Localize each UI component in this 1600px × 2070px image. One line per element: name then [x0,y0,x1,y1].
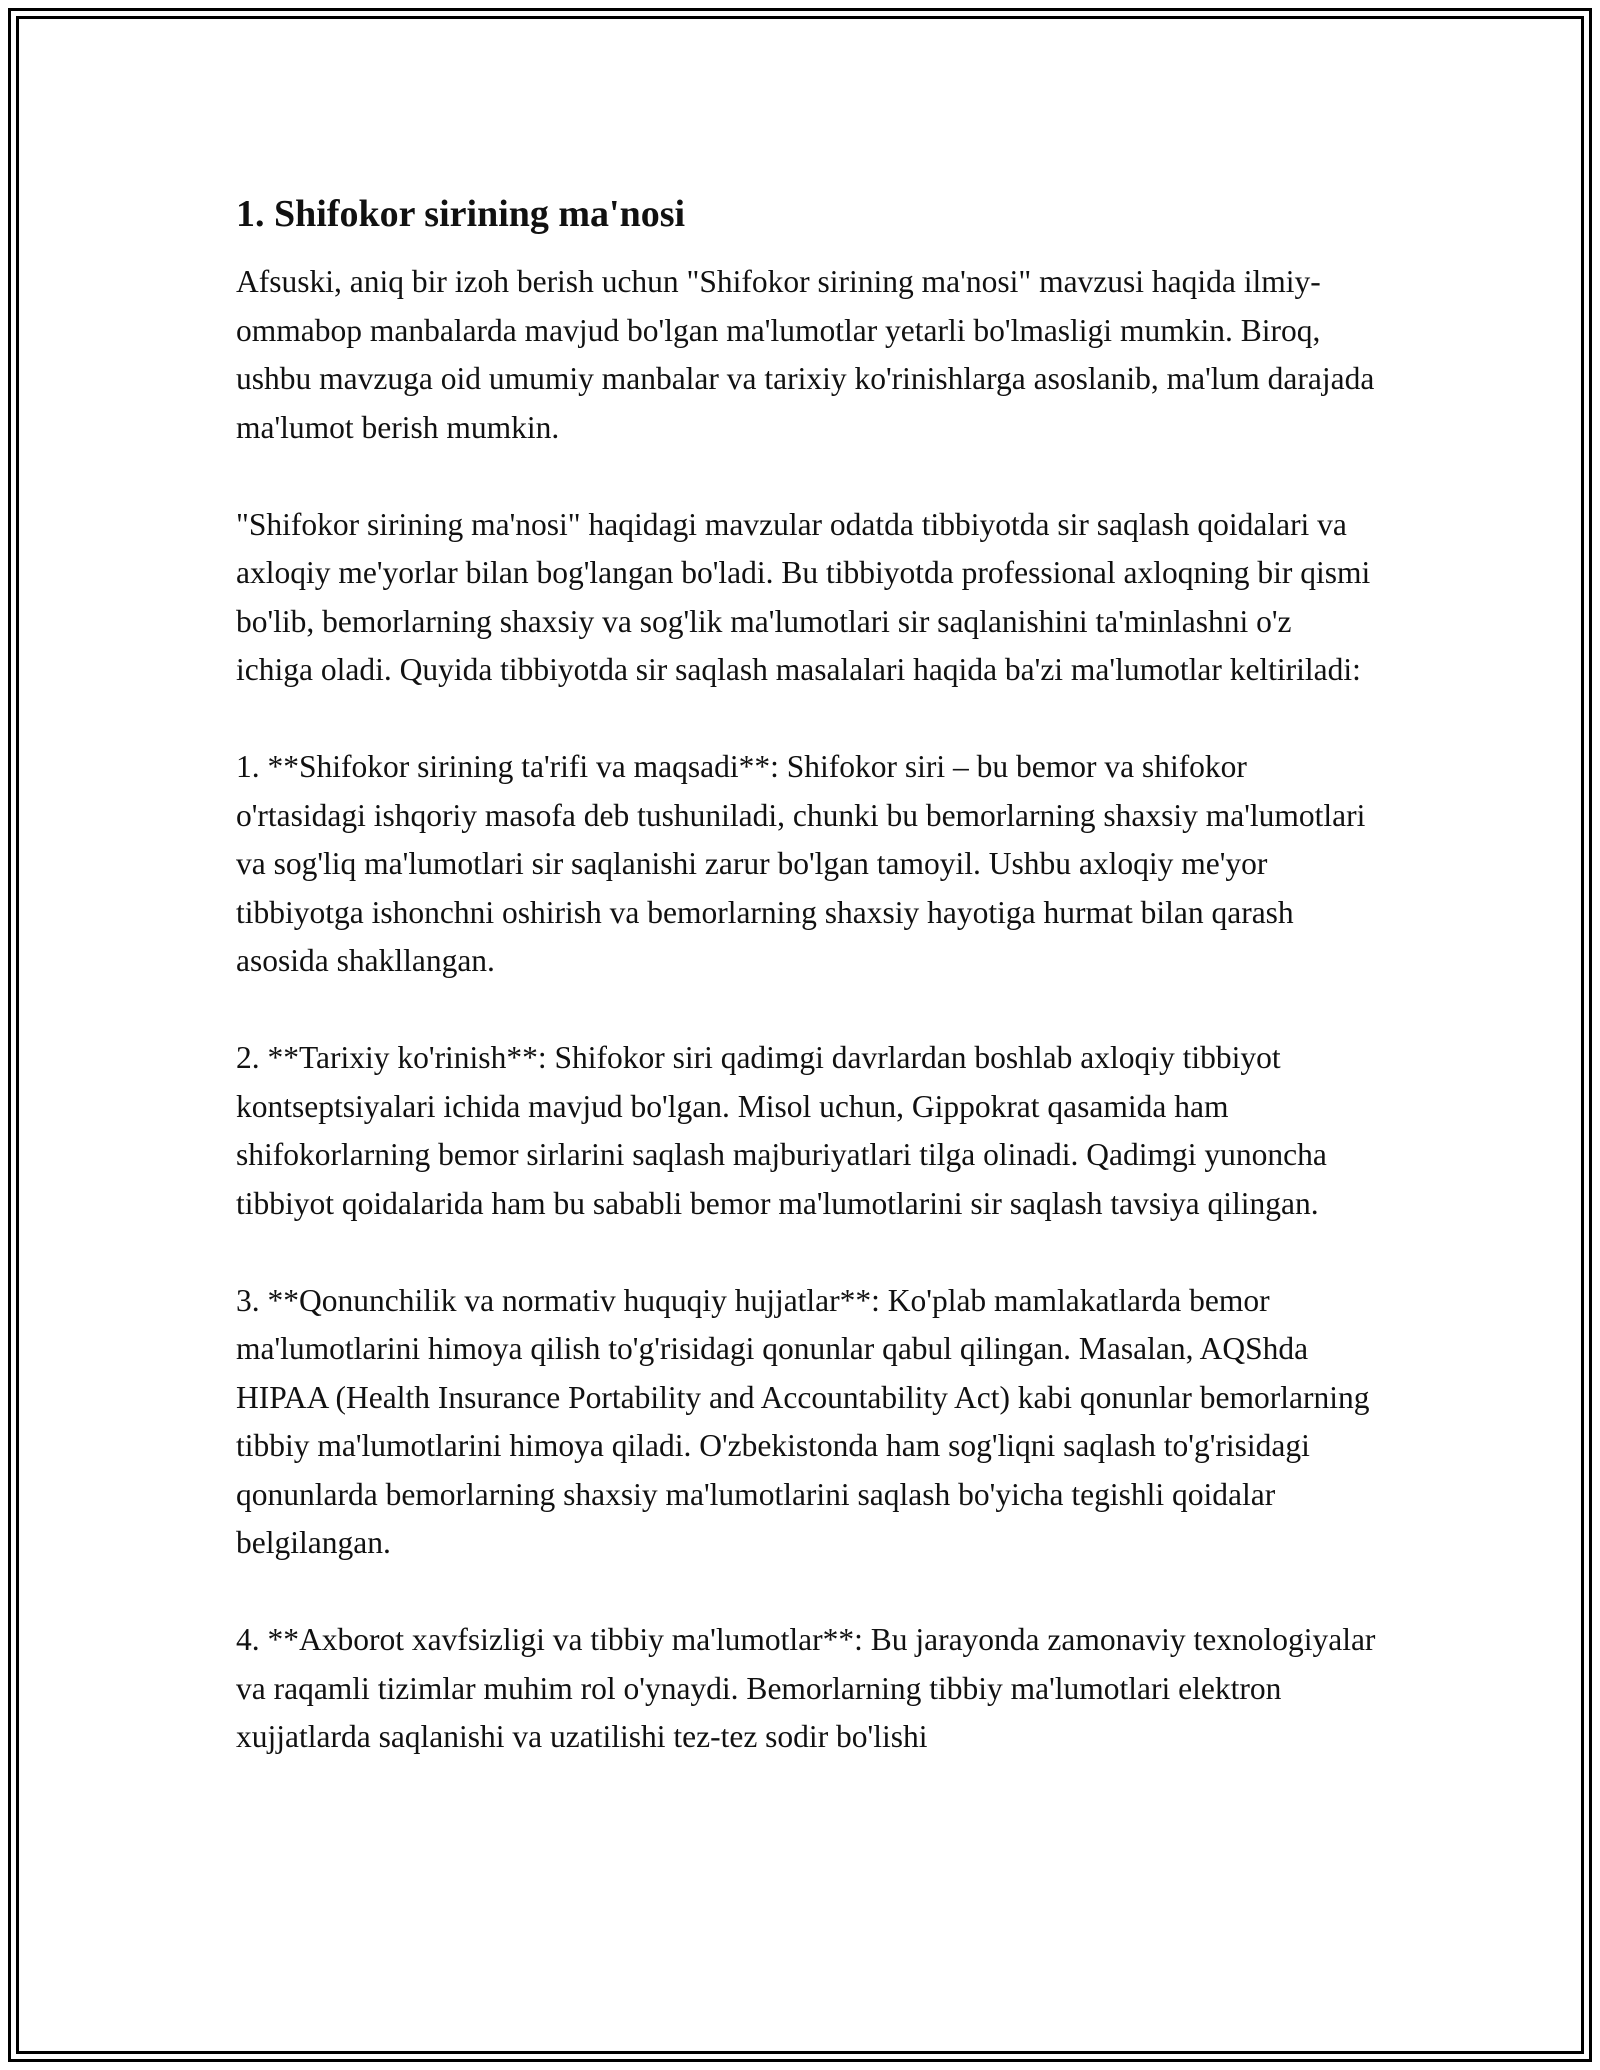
page-title: 1. Shifokor sirining ma'nosi [236,193,686,235]
list-item-definition: 1. **Shifokor sirining ta'rifi va maqsadi**: Shifokor siri – bu bemor va shifokor o'rtasidagi ishqoriy masofa deb tushuniladi, chunki bu bemorlarning shaxsiy ma'lumotlari va sog'liq ma'lumotlari sir saqlanishi zarur bo'lgan tamoyil. Ushbu axloqiy me'yor tibbiyotga ishonchni oshirish va bemorlarning shaxsiy hayotiga hurmat bilan qarash asosida shakllangan. [236,749,1366,978]
list-item-history: 2. **Tarixiy ko'rinish**: Shifokor siri qadimgi davrlardan boshlab axloqiy tibbiyot kontseptsiyalari ichida mavjud bo'lgan. Misol uchun, Gippokrat qasamida ham shifokorlarning bemor sirlarini saqlash majburiyatlari tilga olinadi. Qadimgi yunoncha tibbiyot qoidalarida ham bu sababli bemor ma'lumotlarini sir saqlash tavsiya qilingan. [236,1040,1327,1221]
document-body [236,188,1376,1762]
list-item-legislation: 3. **Qonunchilik va normativ huquqiy hujjatlar**: Ko'plab mamlakatlarda bemor ma'lumotlarini himoya qilish to'g'risidagi qonunlar qabul qilingan. Masalan, AQShda HIPAA (Health Insurance Portability and Accountability Act) kabi qonunlar bemorlarning tibbiy ma'lumotlarini himoya qiladi. O'zbekistonda ham sog'liqni saqlash to'g'risidagi qonunlarda bemorlarning shaxsiy ma'lumotlarini saqlash bo'yicha tegishli qoidalar belgilangan. [236,1282,1370,1560]
list-item-information-security: 4. **Axborot xavfsizligi va tibbiy ma'lumotlar**: Bu jarayonda zamonaviy texnologiyalar va raqamli tizimlar muhim rol o'ynaydi. Bemorlarning tibbiy ma'lumotlari elektron xujjatlarda saqlanishi va uzatilishi tez-tez sodir bo'lishi [236,1622,1376,1754]
context-paragraph: "Shifokor sirining ma'nosi" haqidagi mavzular odatda tibbiyotda sir saqlash qoidalari va axloqiy me'yorlar bilan bog'langan bo'ladi. Bu tibbiyotda professional axloqning bir qismi bo'lib, bemorlarning shaxsiy va sog'lik ma'lumotlari sir saqlanishini ta'minlashni o'z ichiga oladi. Quyida tibbiyotda sir saqlash masalalari haqida ba'zi ma'lumotlar keltiriladi: [236,506,1371,687]
intro-paragraph: Afsuski, aniq bir izoh berish uchun "Shifokor sirining ma'nosi" mavzusi haqida ilmiy-ommabop manbalarda mavjud bo'lgan ma'lumotlar yetarli bo'lmasligi mumkin. Biroq, ushbu mavzuga oid umumiy manbalar va tarixiy ko'rinishlarga asoslanib, ma'lum darajada ma'lumot berish mumkin. [236,264,1375,445]
